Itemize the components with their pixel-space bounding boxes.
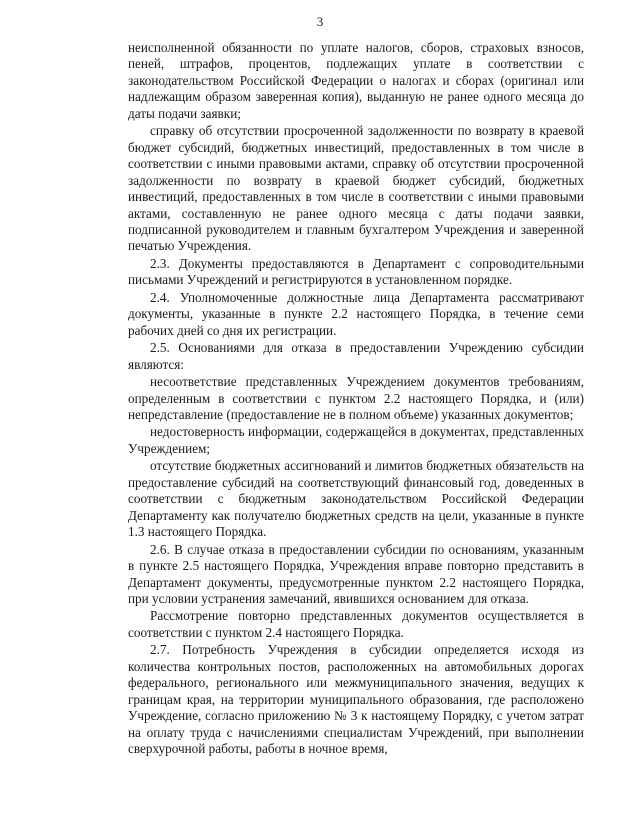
page-number: 3 — [316, 14, 324, 29]
paragraph: неисполненной обязанности по уплате налогов, сборов, страховых взносов, пеней, штрафов, процентов, подлежащих уплате в соответствии с законодательством Российской Федерации о налогах и сборах (оригинал или надлежащим образом заверенная копия), выданную не ранее одного месяца до даты подачи заявки; — [128, 40, 584, 121]
document-body — [128, 40, 584, 757]
paragraph: 2.5. Основаниями для отказа в предоставлении Учреждению субсидии являются: — [128, 340, 584, 372]
paragraph: 2.4. Уполномоченные должностные лица Департамента рассматривают документы, указанные в пункте 2.2 настоящего Порядка, в течение семи рабочих дней со дня их регистрации. — [128, 289, 584, 338]
paragraph: недостоверность информации, содержащейся в документах, представленных Учреждением; — [128, 424, 584, 456]
paragraph: 2.3. Документы предоставляются в Департамент с сопроводительными письмами Учреждений и регистрируются в установленном порядке. — [128, 255, 584, 288]
paragraph: отсутствие бюджетных ассигнований и лимитов бюджетных обязательств на предоставление субсидий на соответствующий финансовый год, доведенных в соответствии с бюджетным законодательством Российской Федерации Департаменту как получателю бюджетных средств на цели, указанные в пункте 1.3 настоящего Порядка. — [128, 458, 584, 540]
paragraph: 2.6. В случае отказа в предоставлении субсидии по основаниям, указанным в пункте 2.5 настоящего Порядка, Учреждения вправе повторно представить в Департамент документы, предусмотренные пунктом 2.2 настоящего Порядка, при условии устранения замечаний, явившихся основанием для отказа. — [128, 541, 584, 606]
paragraph: несоответствие представленных Учреждением документов требованиям, определенным в соответствии с пунктом 2.2 настоящего Порядка, и (или) непредставление (предоставление не в полном объеме) указанных документов; — [128, 374, 584, 422]
paragraph: 2.7. Потребность Учреждения в субсидии определяется исходя из количества контрольных постов, расположенных на автомобильных дорогах федерального, регионального или межмуниципального значения, ведущих к границам края, на территории муниципального образования, где расположено Учреждение, согласно приложению № 3 к настоящему Порядку, с учетом затрат на оплату труда с начислениями специалистам Учреждений, при выполнении сверхурочной работы, работы в ночное время, — [128, 642, 584, 757]
paragraph: Рассмотрение повторно представленных документов осуществляется в соответствии с пунктом 2.4 настоящего Порядка. — [128, 608, 584, 640]
paragraph: справку об отсутствии просроченной задолженности по возврату в краевой бюджет субсидий, бюджетных инвестиций, предоставленных в том числе в соответствии с иными правовыми актами, справку об отсутствии просроченной задолженности по возврату в краевой бюджет субсидий, бюджетных инвестиций, предоставленных в том числе в соответствии с иными правовыми актами, составленную не ранее одного месяца с даты подачи заявки, подписанной руководителем и главным бухгалтером Учреждения и заверенной печатью Учреждения. — [128, 123, 584, 254]
